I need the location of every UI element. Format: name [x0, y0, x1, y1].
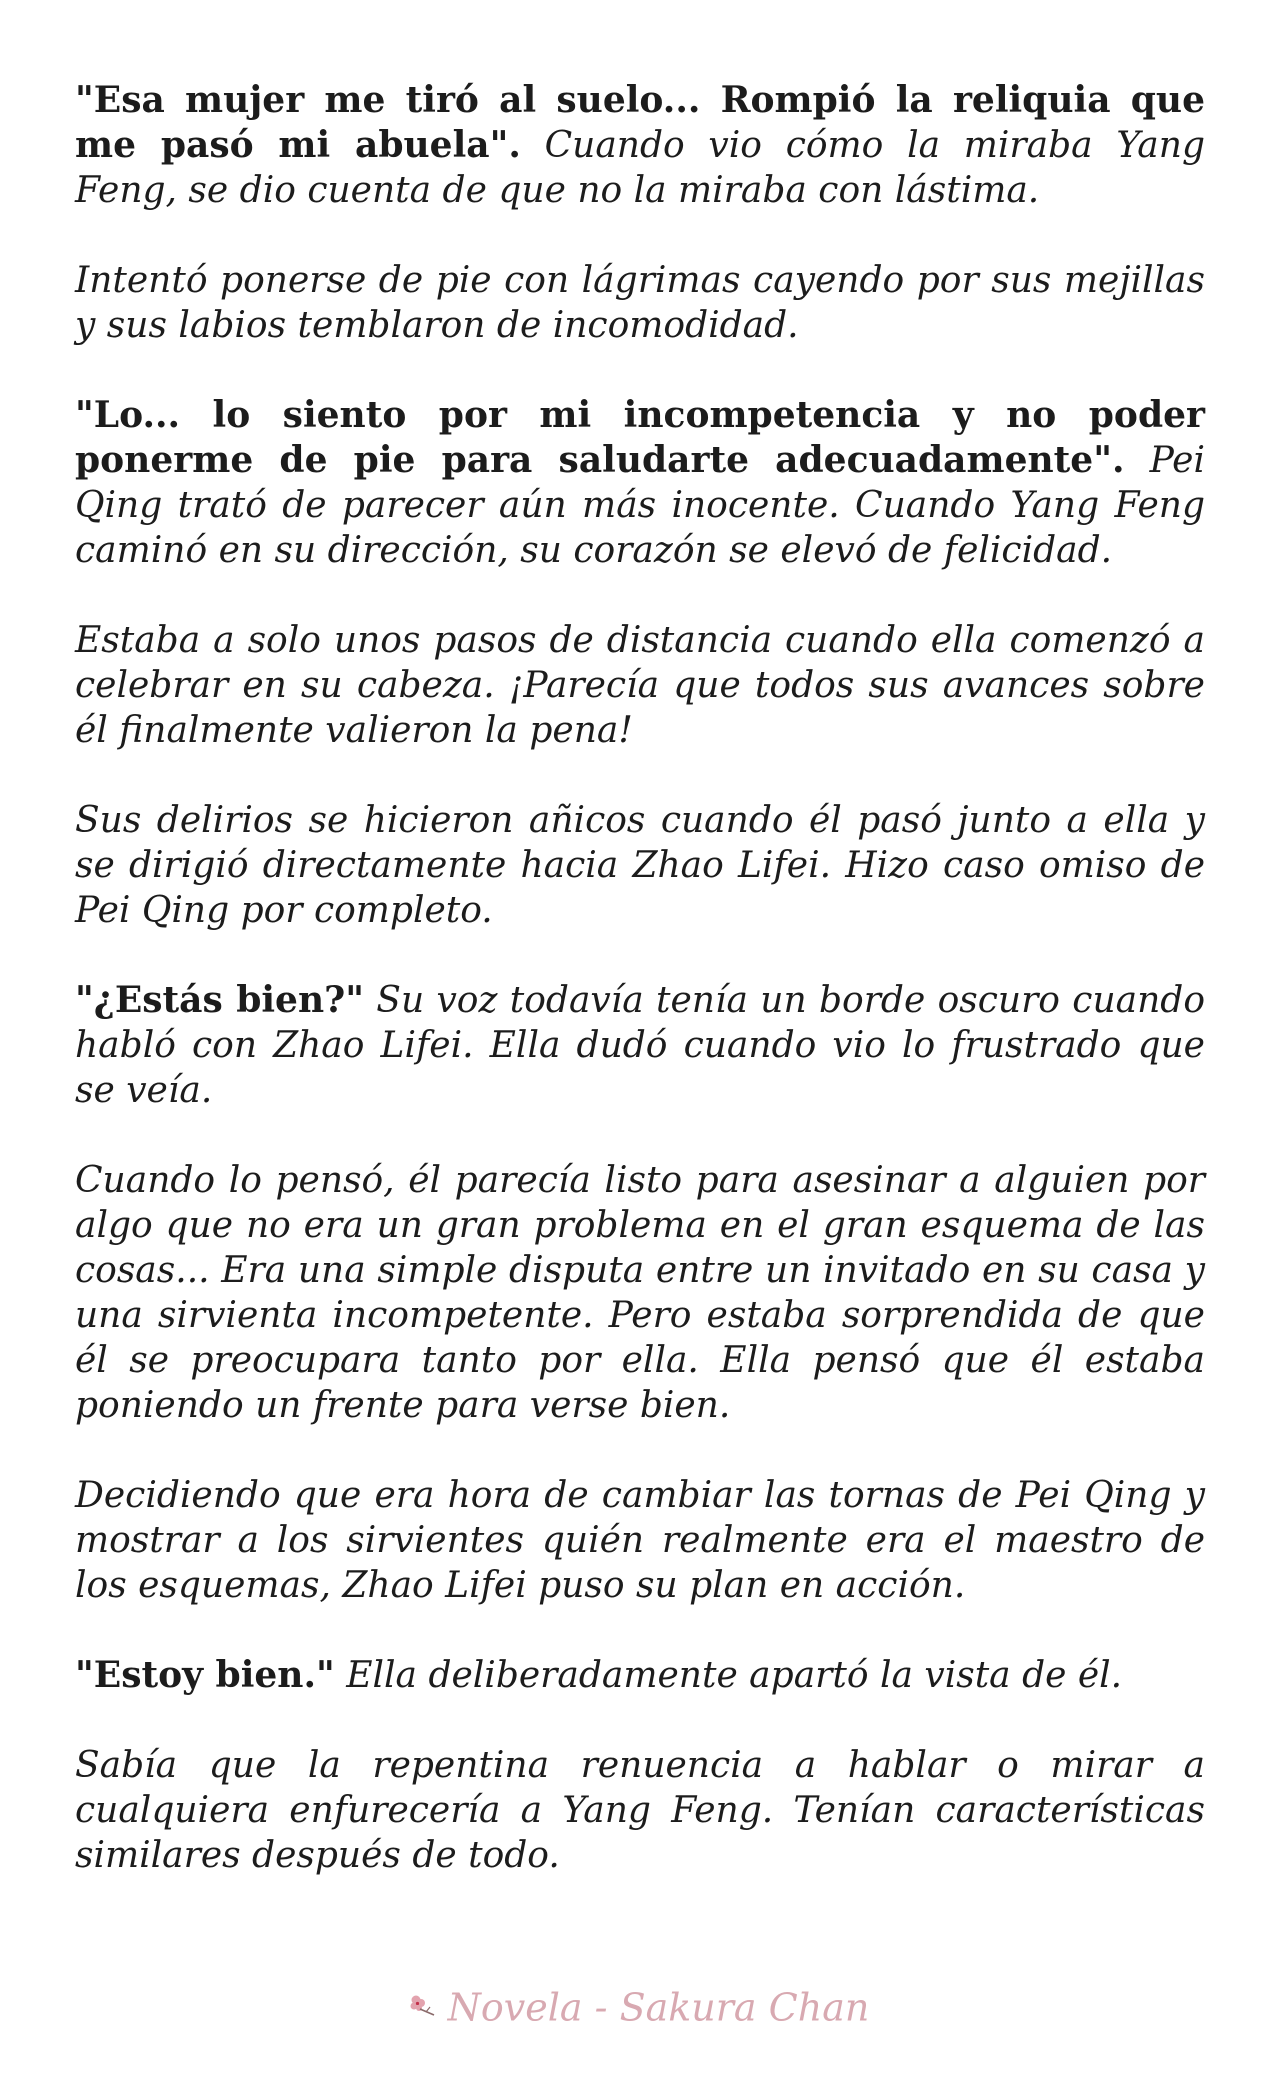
paragraph — [75, 1473, 1205, 1608]
narration-text: Sabía que la repentina renuencia a hablar o mirar a cualquiera enfurecería a Yang Feng. Tenían características similares después de todo. — [75, 1745, 1205, 1876]
narration-text: Sus delirios se hicieron añicos cuando él pasó junto a ella y se dirigió directamente hacia Zhao Lifei. Hizo caso omiso de Pei Qing por completo. — [75, 800, 1205, 931]
watermark-text: Novela - Sakura Chan — [447, 1985, 870, 2030]
narration-text: Intentó ponerse de pie con lágrimas cayendo por sus mejillas y sus labios temblaron de incomodidad. — [75, 260, 1205, 346]
paragraph — [75, 78, 1205, 213]
paragraph — [75, 1653, 1205, 1698]
story-text — [75, 78, 1205, 1878]
dialogue-text: "Estoy bien." — [75, 1654, 335, 1696]
narration-text: Cuando lo pensó, él parecía listo para asesinar a alguien por algo que no era un gran problema en el gran esquema de las cosas... Era una simple disputa entre un invitado en su casa y una sirvienta incompetente. Pero estaba sorprendida de que él se preocupara tanto por ella. Ella pensó que él estaba poniendo un frente para verse bien. — [75, 1160, 1205, 1426]
paragraph — [75, 1158, 1205, 1428]
paragraph — [75, 978, 1205, 1113]
paragraph — [75, 1743, 1205, 1878]
narration-text: Cuando vio cómo la miraba Yang Feng, se dio cuenta de que no la miraba con lástima. — [75, 125, 1205, 211]
narration-text: Ella deliberadamente apartó la vista de él. — [334, 1655, 1123, 1696]
paragraph — [75, 798, 1205, 933]
narration-text: Pei Qing trató de parecer aún más inocente. Cuando Yang Feng caminó en su dirección, su corazón se elevó de felicidad. — [75, 440, 1205, 571]
paragraph — [75, 393, 1205, 573]
narration-text: Su voz todavía tenía un borde oscuro cuando habló con Zhao Lifei. Ella dudó cuando vio lo frustrado que se veía. — [75, 980, 1205, 1111]
dialogue-text: "¿Estás bien?" — [75, 979, 364, 1021]
narration-text: Estaba a solo unos pasos de distancia cuando ella comenzó a celebrar en su cabeza. ¡Parecía que todos sus avances sobre él finalmente valieron la pena! — [75, 620, 1205, 751]
watermark — [0, 1982, 1275, 2030]
dialogue-text: "Esa mujer me tiró al suelo... Rompió la reliquia que me pasó mi abuela". — [75, 79, 1205, 166]
paragraph — [75, 258, 1205, 348]
narration-text: Decidiendo que era hora de cambiar las tornas de Pei Qing y mostrar a los sirvientes quién realmente era el maestro de los esquemas, Zhao Lifei puso su plan en acción. — [75, 1475, 1205, 1606]
dialogue-text: "Lo... lo siento por mi incompetencia y no poder ponerme de pie para saludarte adecuadamente". — [75, 394, 1205, 481]
cherry-blossom-icon — [406, 1986, 440, 2030]
paragraph — [75, 618, 1205, 753]
